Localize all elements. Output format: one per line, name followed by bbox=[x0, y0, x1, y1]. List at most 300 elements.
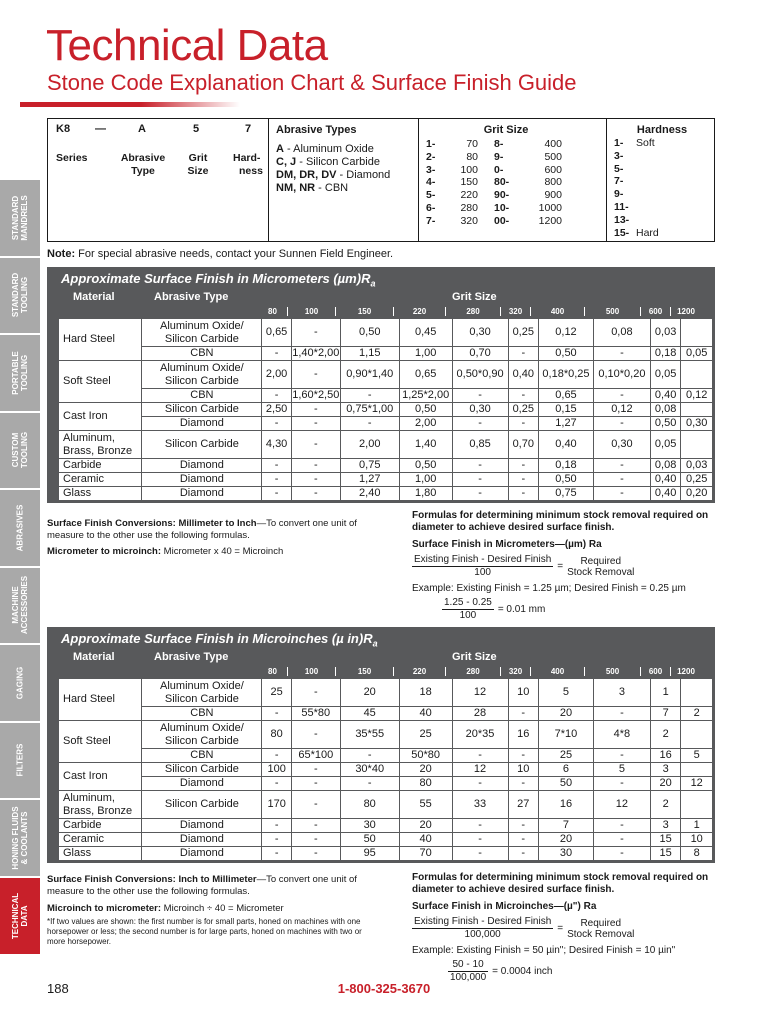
series-code: K8 bbox=[56, 123, 71, 135]
value-cell: 0,65 bbox=[539, 389, 594, 403]
value-cell: 4*8 bbox=[593, 721, 650, 749]
material-cell: Aluminum, Brass, Bronze bbox=[59, 791, 142, 819]
value-cell: 20 bbox=[539, 707, 594, 721]
table-row bbox=[59, 319, 713, 347]
value-cell: 1 bbox=[681, 819, 713, 833]
value-cell: 12 bbox=[452, 763, 508, 777]
value-cell: - bbox=[452, 777, 508, 791]
table-row bbox=[59, 679, 713, 707]
microinch-table bbox=[58, 678, 713, 861]
value-cell: - bbox=[452, 833, 508, 847]
value-cell: 95 bbox=[340, 847, 399, 861]
value-cell: - bbox=[508, 819, 539, 833]
value-cell: - bbox=[452, 819, 508, 833]
value-cell: - bbox=[291, 721, 340, 749]
grit-column-label: 320 bbox=[500, 667, 530, 676]
abrasive-code: A bbox=[138, 123, 146, 135]
value-cell: - bbox=[508, 833, 539, 847]
value-cell: 0,12 bbox=[681, 389, 713, 403]
value-cell: - bbox=[508, 389, 539, 403]
value-cell: - bbox=[508, 347, 539, 361]
abrasive-cell: CBN bbox=[142, 347, 262, 361]
value-cell: - bbox=[508, 707, 539, 721]
value-cell: 7 bbox=[650, 707, 681, 721]
value-cell: 0,65 bbox=[262, 319, 291, 347]
value-cell: 0,45 bbox=[399, 319, 452, 347]
value-cell: 0,50 bbox=[399, 403, 452, 417]
value-cell: - bbox=[508, 487, 539, 501]
value-cell: 35*55 bbox=[340, 721, 399, 749]
value-cell: - bbox=[593, 749, 650, 763]
table-row bbox=[59, 389, 713, 403]
stone-code-chart bbox=[47, 118, 715, 242]
value-cell: 50 bbox=[539, 777, 594, 791]
value-cell: 2,50 bbox=[262, 403, 291, 417]
abrasive-cell: Diamond bbox=[142, 417, 262, 431]
abrasive-cell: CBN bbox=[142, 389, 262, 403]
value-cell: 0,18*0,25 bbox=[539, 361, 594, 389]
value-cell: 0,25 bbox=[508, 403, 539, 417]
value-cell: - bbox=[340, 777, 399, 791]
value-cell: - bbox=[291, 487, 340, 501]
value-cell: - bbox=[291, 763, 340, 777]
value-cell: - bbox=[262, 707, 291, 721]
abrasive-cell: CBN bbox=[142, 707, 262, 721]
hardness-row: 11- bbox=[614, 200, 629, 213]
value-cell: - bbox=[593, 707, 650, 721]
value-cell: 0,12 bbox=[539, 319, 594, 347]
value-cell: 0,20 bbox=[681, 487, 713, 501]
value-cell: 33 bbox=[452, 791, 508, 819]
value-cell: 30*40 bbox=[340, 763, 399, 777]
value-cell: 1,15 bbox=[340, 347, 399, 361]
value-cell: 0,05 bbox=[650, 431, 681, 459]
value-cell: 7 bbox=[539, 819, 594, 833]
grit-size-header: Grit Size bbox=[452, 651, 497, 663]
value-cell: - bbox=[508, 847, 539, 861]
hardness-column: Hardness 1- Soft 3- 5- 7- 9- 11- 13- 15- Hard bbox=[614, 124, 714, 239]
grit-column-label: 80 bbox=[268, 667, 277, 676]
value-cell: - bbox=[593, 487, 650, 501]
page-subtitle: Stone Code Explanation Chart & Surface Finish Guide bbox=[47, 70, 577, 95]
hardness-row: 5- bbox=[614, 162, 624, 175]
material-header: Material bbox=[73, 651, 115, 663]
code-dash: — bbox=[95, 123, 106, 135]
value-cell: 0,12 bbox=[593, 403, 650, 417]
value-cell: 80 bbox=[399, 777, 452, 791]
value-cell: 20*35 bbox=[452, 721, 508, 749]
value-cell: 16 bbox=[508, 721, 539, 749]
grit-size-row: 3- 100 0- 600 bbox=[426, 163, 562, 176]
value-cell: 0,30 bbox=[593, 431, 650, 459]
grit-size-row: 1- 70 8- 400 bbox=[426, 138, 562, 150]
hardness-row: 9- bbox=[614, 188, 624, 201]
hardness-row: 13- bbox=[614, 213, 630, 226]
value-cell: 0,08 bbox=[650, 459, 681, 473]
grit-size-header: Grit Size bbox=[452, 291, 497, 303]
grit-column-label: 150 bbox=[335, 307, 393, 316]
grit-column-label: 500 bbox=[584, 667, 640, 676]
value-cell: - bbox=[593, 777, 650, 791]
value-cell: - bbox=[291, 679, 340, 707]
series-label: Series bbox=[56, 152, 88, 164]
value-cell: 0,40 bbox=[508, 361, 539, 389]
value-cell: - bbox=[593, 473, 650, 487]
value-cell: - bbox=[262, 833, 291, 847]
side-tab-label: CUSTOM TOOLING bbox=[11, 432, 29, 469]
abrasive-cell: Diamond bbox=[142, 833, 262, 847]
value-cell: 25 bbox=[399, 721, 452, 749]
value-cell: 25 bbox=[539, 749, 594, 763]
abrasive-type-item: NM, NR - CBN bbox=[276, 182, 349, 194]
conversion-mm-to-inch: Surface Finish Conversions: Millimeter to Inch—To convert one unit of measure to the other use the following formulas. Micrometer to microinch: Micrometer x 40 = Microinch bbox=[47, 518, 357, 557]
value-cell: 0,25 bbox=[681, 473, 713, 487]
value-cell: 16 bbox=[650, 749, 681, 763]
value-cell: - bbox=[291, 361, 340, 389]
value-cell: 0,40 bbox=[539, 431, 594, 459]
value-cell: 2 bbox=[681, 707, 713, 721]
value-cell: - bbox=[291, 319, 340, 347]
side-tab-standard-tooling[interactable] bbox=[0, 258, 40, 336]
value-cell: 7*10 bbox=[539, 721, 594, 749]
value-cell: 20 bbox=[340, 679, 399, 707]
value-cell: 30 bbox=[340, 819, 399, 833]
value-cell: - bbox=[340, 749, 399, 763]
value-cell: - bbox=[593, 459, 650, 473]
table-row bbox=[59, 763, 713, 777]
value-cell: 10 bbox=[508, 763, 539, 777]
value-cell: 0,30 bbox=[452, 403, 508, 417]
grit-column-label: 280 bbox=[445, 307, 500, 316]
grit-column-label: 600 bbox=[640, 307, 670, 316]
abrasive-cell: Diamond bbox=[142, 847, 262, 861]
value-cell: 28 bbox=[452, 707, 508, 721]
abrasive-cell: Diamond bbox=[142, 487, 262, 501]
value-cell: 1,40*2,00 bbox=[292, 347, 340, 359]
side-tab-label: HONING FLUIDS & COOLANTS bbox=[11, 806, 29, 870]
value-cell: 30 bbox=[539, 847, 594, 861]
value-cell: - bbox=[452, 417, 508, 431]
value-cell: 0,25 bbox=[508, 319, 539, 347]
value-cell: 15 bbox=[650, 833, 681, 847]
value-cell: 170 bbox=[262, 791, 291, 819]
value-cell: 0,85 bbox=[452, 431, 508, 459]
grit-column-label: 80 bbox=[268, 307, 277, 316]
value-cell bbox=[681, 403, 713, 417]
value-cell: 0,50 bbox=[399, 459, 452, 473]
value-cell: 3 bbox=[593, 679, 650, 707]
abrasive-type-item: DM, DR, DV - Diamond bbox=[276, 169, 391, 181]
abrasive-cell: Aluminum Oxide/ Silicon Carbide bbox=[142, 361, 262, 389]
value-cell: - bbox=[452, 749, 508, 763]
value-cell: - bbox=[593, 819, 650, 833]
value-cell: - bbox=[452, 459, 508, 473]
value-cell: 0,18 bbox=[539, 459, 594, 473]
hardness-code: 7 bbox=[245, 123, 252, 135]
value-cell bbox=[681, 319, 713, 347]
value-cell: - bbox=[508, 749, 539, 763]
side-tab-portable-tooling[interactable] bbox=[0, 335, 40, 413]
value-cell: - bbox=[291, 777, 340, 791]
value-cell: 12 bbox=[452, 679, 508, 707]
grit-size-row: 5- 220 90- 900 bbox=[426, 189, 562, 202]
table-row bbox=[59, 847, 713, 861]
grit-column-label: 400 bbox=[530, 307, 584, 316]
value-cell: 27 bbox=[508, 791, 539, 819]
side-tab-label: FILTERS bbox=[15, 743, 25, 777]
value-cell bbox=[681, 721, 713, 749]
abrasive-header: Abrasive Type bbox=[154, 291, 229, 303]
value-cell: - bbox=[508, 459, 539, 473]
abrasive-type-item: A - Aluminum Oxide bbox=[276, 143, 374, 155]
side-tab-label: STANDARD TOOLING bbox=[11, 273, 29, 318]
abrasive-cell: Aluminum Oxide/ Silicon Carbide bbox=[142, 721, 262, 749]
table-row bbox=[59, 431, 713, 459]
abrasive-cell: Silicon Carbide bbox=[142, 403, 262, 417]
value-cell: 0,65 bbox=[399, 361, 452, 389]
formula-microinch: Formulas for determining minimum stock removal required on diameter to achieve desired surface finish. Surface Finish in Microinches—(µ") Ra $\frac{\text{Existing Finish - Desired Finish}}{100,000}$ = Required Stock Removal Example: Existing Finish = 50 µin"; Desired Finish = 10 µin" $\frac{50 - 10}{100,000}$ = 0.0004 inch bbox=[412, 872, 709, 983]
material-cell: Cast Iron bbox=[59, 763, 142, 791]
value-cell: - bbox=[593, 347, 650, 361]
table-row bbox=[59, 833, 713, 847]
table-row bbox=[59, 749, 713, 763]
grit-size-row: 4- 150 80- 800 bbox=[426, 176, 562, 189]
value-cell: - bbox=[340, 417, 399, 431]
table-row bbox=[59, 707, 713, 721]
hardness-row: 1- Soft bbox=[614, 137, 655, 149]
value-cell: 2,00 bbox=[340, 431, 399, 459]
side-tab-nav bbox=[0, 180, 40, 956]
side-tab-abrasives[interactable] bbox=[0, 490, 40, 568]
value-cell: 8 bbox=[681, 847, 713, 861]
value-cell: - bbox=[262, 777, 291, 791]
table-row bbox=[59, 777, 713, 791]
value-cell: - bbox=[593, 389, 650, 403]
material-cell: Carbide bbox=[59, 459, 142, 473]
abrasive-cell: Aluminum Oxide/ Silicon Carbide bbox=[142, 679, 262, 707]
value-cell: - bbox=[262, 847, 291, 861]
value-cell: 0,75*1,00 bbox=[340, 403, 399, 417]
side-tab-honing-fluids-coolants[interactable] bbox=[0, 800, 40, 878]
value-cell: 0,50 bbox=[539, 473, 594, 487]
value-cell bbox=[681, 791, 713, 819]
table-row bbox=[59, 347, 713, 361]
value-cell: 2 bbox=[650, 721, 681, 749]
table-row bbox=[59, 473, 713, 487]
value-cell: 0,75 bbox=[340, 459, 399, 473]
hardness-row: 3- bbox=[614, 149, 624, 162]
material-cell: Ceramic bbox=[59, 473, 142, 487]
material-cell: Glass bbox=[59, 487, 142, 501]
conversion-inch-to-mm: Surface Finish Conversions: Inch to Millimeter—To convert one unit of measure to the other use the following formulas. Microinch to micrometer: Microinch ÷ 40 = Micrometer *If two values are shown: the first number is for small parts, honed on machines with one horsepower or less; the second number is for large parts, honed on machines with two or more horsepower. bbox=[47, 874, 382, 947]
material-cell: Aluminum, Brass, Bronze bbox=[59, 431, 142, 459]
side-tab-label: MACHINE ACCESSORIES bbox=[11, 576, 29, 635]
value-cell: 0,50 bbox=[539, 347, 594, 361]
hardness-row: 7- bbox=[614, 175, 624, 188]
side-tab-technical-data[interactable] bbox=[0, 878, 40, 956]
abrasive-cell: Diamond bbox=[142, 459, 262, 473]
abrasive-header: Abrasive Type bbox=[154, 651, 229, 663]
value-cell: - bbox=[508, 417, 539, 431]
value-cell: - bbox=[593, 833, 650, 847]
value-cell: 25 bbox=[262, 679, 291, 707]
grit-size-row: 2- 80 9- 500 bbox=[426, 150, 562, 163]
value-cell bbox=[681, 361, 713, 389]
side-tab-label: TECHNICAL DATA bbox=[11, 892, 29, 939]
value-cell: 1,25*2,00 bbox=[399, 389, 452, 403]
grit-column-label: 1200 bbox=[670, 307, 701, 316]
value-cell: 65*100 bbox=[291, 749, 340, 763]
grit-size-row: 7- 320 00- 1200 bbox=[426, 214, 562, 227]
value-cell: - bbox=[262, 459, 291, 473]
value-cell: 1,60*2,50 bbox=[292, 389, 340, 401]
value-cell: 12 bbox=[681, 777, 713, 791]
value-cell: - bbox=[340, 389, 399, 403]
abrasive-type-item: C, J - Silicon Carbide bbox=[276, 156, 380, 168]
page-title: Technical Data bbox=[46, 21, 328, 70]
value-cell: 40 bbox=[399, 833, 452, 847]
value-cell: 50*80 bbox=[399, 749, 452, 763]
microinch-table-title: Approximate Surface Finish in Microinches (µ $in)R_a$ bbox=[61, 631, 378, 649]
value-cell: 18 bbox=[399, 679, 452, 707]
footnote: *If two values are shown: the first number is for small parts, honed on machines with one horsepower or less; the second number is for large parts, honed on machines with two or more horsepower. bbox=[47, 917, 362, 946]
table-row bbox=[59, 459, 713, 473]
material-header: Material bbox=[73, 291, 115, 303]
value-cell: 40 bbox=[399, 707, 452, 721]
value-cell: - bbox=[452, 473, 508, 487]
value-cell: 1,80 bbox=[399, 487, 452, 501]
grit-code: 5 bbox=[193, 123, 200, 135]
value-cell: - bbox=[262, 473, 291, 487]
value-cell: 0,90*1,40 bbox=[340, 361, 399, 389]
value-cell: - bbox=[452, 389, 508, 403]
side-tab-gaging[interactable] bbox=[0, 645, 40, 723]
table-row bbox=[59, 819, 713, 833]
value-cell: 0,75 bbox=[539, 487, 594, 501]
value-cell: 0,08 bbox=[650, 403, 681, 417]
value-cell: - bbox=[508, 777, 539, 791]
value-cell: 0,50*0,90 bbox=[452, 361, 508, 389]
value-cell: 2,40 bbox=[340, 487, 399, 501]
value-cell: - bbox=[291, 791, 340, 819]
value-cell: 0,18 bbox=[650, 347, 681, 361]
value-cell: 0,03 bbox=[650, 319, 681, 347]
value-cell: - bbox=[262, 819, 291, 833]
value-cell: - bbox=[262, 749, 291, 763]
abrasive-cell: Aluminum Oxide/ Silicon Carbide bbox=[142, 319, 262, 347]
material-cell: Soft Steel bbox=[59, 361, 142, 403]
value-cell: 0,05 bbox=[681, 347, 713, 361]
value-cell: 80 bbox=[262, 721, 291, 749]
table-row bbox=[59, 417, 713, 431]
value-cell: - bbox=[262, 417, 291, 431]
value-cell: 55*80 bbox=[291, 707, 340, 721]
side-tab-filters[interactable] bbox=[0, 723, 40, 801]
grit-size-column: Grit Size 1- 70 8- 400 2- 80 9- 500 3- 100 0- 600 4- 150 80- 800 5- 220 90- 900 6- 280 10- 1000 7- 320 00- 1200 bbox=[426, 124, 602, 228]
value-cell: 1,40 bbox=[399, 431, 452, 459]
value-cell: 0,15 bbox=[539, 403, 594, 417]
value-cell: 3 bbox=[650, 763, 681, 777]
value-cell: 0,70 bbox=[452, 347, 508, 361]
value-cell: - bbox=[291, 459, 340, 473]
material-cell: Glass bbox=[59, 847, 142, 861]
value-cell: 0,30 bbox=[681, 417, 713, 431]
side-tab-custom-tooling[interactable] bbox=[0, 413, 40, 491]
value-cell: - bbox=[593, 847, 650, 861]
value-cell: 0,40 bbox=[650, 487, 681, 501]
side-tab-machine-accessories[interactable] bbox=[0, 568, 40, 646]
grit-column-label: 280 bbox=[445, 667, 500, 676]
grit-column-label: 220 bbox=[393, 307, 445, 316]
value-cell: 5 bbox=[593, 763, 650, 777]
side-tab-standard-mandrels[interactable] bbox=[0, 180, 40, 258]
value-cell: 16 bbox=[539, 791, 594, 819]
value-cell: 0,40 bbox=[650, 389, 681, 403]
value-cell: 0,03 bbox=[681, 459, 713, 473]
value-cell: - bbox=[291, 431, 340, 459]
value-cell: 1,27 bbox=[340, 473, 399, 487]
value-cell: 100 bbox=[262, 763, 291, 777]
grit-column-label: 400 bbox=[530, 667, 584, 676]
value-cell: 0,10*0,20 bbox=[593, 361, 650, 389]
value-cell: - bbox=[452, 847, 508, 861]
grit-column-label: 320 bbox=[500, 307, 530, 316]
formula-micrometer: Formulas for determining minimum stock removal required on diameter to achieve desired surface finish. Surface Finish in Micrometers—(µm) Ra $\frac{\text{Existing Finish - Desired Finish}}{100}$ = Required Stock Removal Example: Existing Finish = 1.25 µm; Desired Finish = 0.25 µm $\frac{1.25 - 0.25}{100}$ = 0.01 mm bbox=[412, 510, 709, 621]
value-cell: 6 bbox=[539, 763, 594, 777]
value-cell: - bbox=[262, 347, 291, 361]
value-cell: 12 bbox=[593, 791, 650, 819]
value-cell: 1 bbox=[650, 679, 681, 707]
value-cell bbox=[681, 763, 713, 777]
abrasive-type-label: Abrasive Type bbox=[120, 152, 166, 177]
value-cell: 15 bbox=[650, 847, 681, 861]
abrasive-cell: Silicon Carbide bbox=[142, 763, 262, 777]
value-cell: - bbox=[452, 487, 508, 501]
table-row bbox=[59, 721, 713, 749]
value-cell: 0,40 bbox=[650, 473, 681, 487]
value-cell: - bbox=[508, 473, 539, 487]
table-row bbox=[59, 361, 713, 389]
abrasive-cell: Diamond bbox=[142, 777, 262, 791]
value-cell: 0,30 bbox=[452, 319, 508, 347]
side-tab-label: STANDARD MANDRELS bbox=[11, 195, 29, 241]
value-cell: 45 bbox=[340, 707, 399, 721]
value-cell bbox=[681, 679, 713, 707]
value-cell: 20 bbox=[399, 819, 452, 833]
value-cell: 0,70 bbox=[508, 431, 539, 459]
grit-column-label: 600 bbox=[640, 667, 670, 676]
value-cell: 10 bbox=[681, 833, 713, 847]
table-row bbox=[59, 403, 713, 417]
value-cell: 55 bbox=[399, 791, 452, 819]
abrasive-cell: Silicon Carbide bbox=[142, 791, 262, 819]
material-cell: Ceramic bbox=[59, 833, 142, 847]
value-cell: 5 bbox=[681, 749, 713, 763]
micrometer-table-title: Approximate Surface Finish in Micrometers $(\mu m)R_a$ bbox=[61, 271, 376, 289]
value-cell: - bbox=[291, 473, 340, 487]
side-tab-label: GAGING bbox=[15, 666, 25, 699]
value-cell: - bbox=[291, 847, 340, 861]
side-tab-label: ABRASIVES bbox=[15, 504, 25, 552]
value-cell: 20 bbox=[399, 763, 452, 777]
value-cell: 0,50 bbox=[340, 319, 399, 347]
abrasive-cell: Diamond bbox=[142, 473, 262, 487]
grit-column-label: 100 bbox=[287, 307, 335, 316]
value-cell: 80 bbox=[340, 791, 399, 819]
abrasive-cell: CBN bbox=[142, 749, 262, 763]
value-cell: 2 bbox=[650, 791, 681, 819]
material-cell: Hard Steel bbox=[59, 319, 142, 361]
